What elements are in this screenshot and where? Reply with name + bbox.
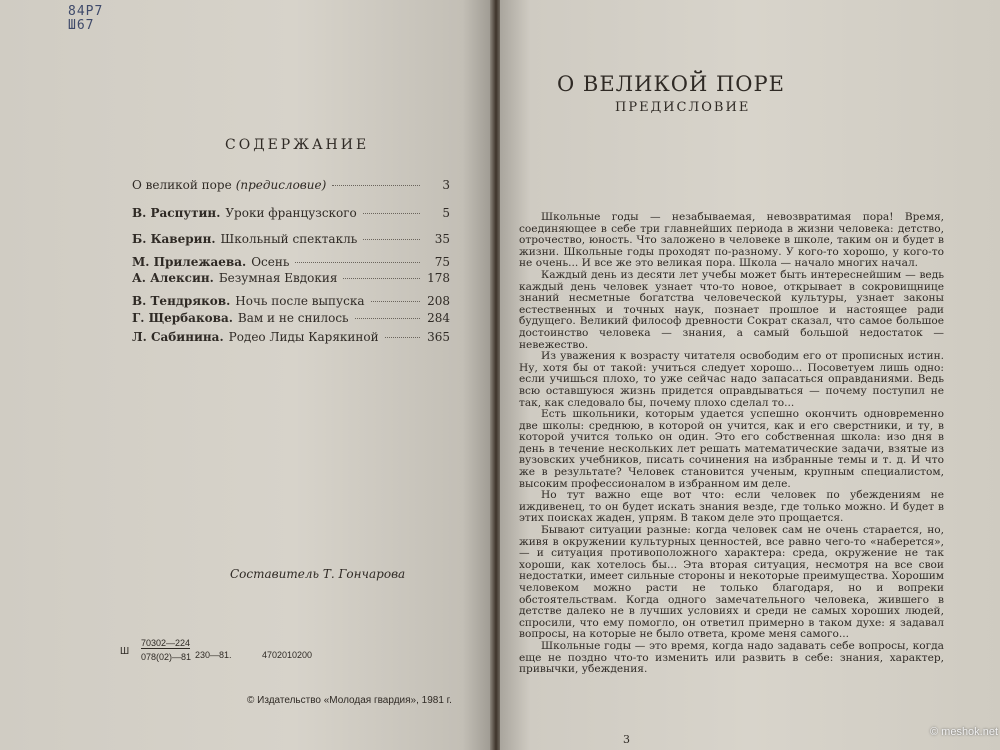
preface-paragraph: Школьные годы — незабываемая, невозвратимая пора! Время, соединяющее в себе три главнейших периода в жизни человека: детство, отрочество, юность. Что заложено в человеке в школе, таким он и будет в жизни. Школьные годы проходят по-разному. У кого-то хорошо, у кого-то не очень... И все же это великая пора. Школа — начало многих начал. (519, 211, 944, 270)
watermark: © meshok.net (930, 726, 999, 738)
toc-entry (132, 232, 450, 252)
toc-title: Школьный спектакль (220, 232, 358, 246)
right-page (500, 0, 1000, 750)
toc-leader-dots (363, 213, 420, 214)
toc-page-number: 208 (427, 294, 450, 308)
toc-leader-dots (332, 185, 420, 186)
imprint-isbn: 4702010200 (262, 650, 313, 660)
toc-leader-dots (355, 318, 420, 319)
preface-paragraph: Есть школьники, которым удается успешно окончить одновременно две школы: среднюю, в которой он учится, как и его сверстники, и ту, в которой учится только он один. Это его собственная школа: изо дня в день в течение нескольких лет решать математические задачи, взятые из вузовских учебников, писать сочинения на избранные темы и т. д. И что же в результате? Человек становится ученым, крупным специалистом, высоким профессионалом в избранном им деле. (519, 408, 944, 490)
toc-title: О великой поре (132, 178, 232, 192)
compiler-credit: Составитель Т. Гончарова (230, 567, 406, 581)
toc-page-number: 365 (427, 330, 450, 344)
toc-page-number: 5 (442, 206, 450, 220)
toc-entry (132, 206, 450, 226)
left-page (0, 0, 492, 750)
toc-entry (132, 178, 450, 198)
toc-leader-dots (363, 239, 420, 240)
imprint-fraction-tail: 230—81. (195, 650, 232, 660)
toc-page-number: 75 (434, 255, 450, 269)
preface-paragraph: Из уважения к возрасту читателя освободим его от прописных истин. Ну, хотя бы от такой: учиться следует хорошо... Посоветуем лишь одно: если учишься плохо, то уже сейчас надо запасаться оправданиями. Ведь всю оставшуюся жизнь придется оправдываться — почему поступил не так, как следовало бы, почему плохо сделал то... (519, 350, 944, 409)
preface-paragraph: Каждый день из десяти лет учебы может быть интереснейшим — ведь каждый день человек узнает что-то новое, открывает в сокровищнице знаний несметные богатства человеческой культуры, узнает законы естественных и точных наук, познает прошлое и настоящее ради будущего. Великий философ древности Сократ сказал, что самое большое достоинство человека — знания, а самый большой недостаток — невежество. (519, 268, 944, 351)
toc-entry (132, 271, 450, 291)
imprint-code-label: Ш (120, 646, 130, 657)
library-stamp-line: 84Р7 (68, 4, 104, 19)
toc-leader-dots (343, 278, 420, 279)
chapter-title: О ВЕЛИКОЙ ПОРЕ (557, 72, 785, 96)
toc-leader-dots (295, 262, 420, 263)
toc-title: Ночь после выпуска (235, 294, 365, 308)
toc-author: Л. Сабинина. (132, 330, 224, 344)
toc-title: Родео Лиды Карякиной (228, 330, 379, 344)
toc-entry (132, 330, 450, 350)
toc-entry (132, 311, 450, 331)
chapter-subtitle: ПРЕДИСЛОВИЕ (615, 100, 751, 115)
toc-author: В. Распутин. (132, 206, 221, 220)
toc-author: М. Прилежаева. (132, 255, 247, 269)
library-stamp-line: Ш67 (68, 18, 95, 33)
toc-author: А. Алексин. (132, 271, 214, 285)
toc-page-number: 284 (427, 311, 450, 325)
toc-page-number: 178 (427, 271, 450, 285)
toc-subtitle: (предисловие) (235, 178, 327, 192)
publisher-line: © Издательство «Молодая гвардия», 1981 г. (247, 695, 452, 706)
toc-leader-dots (371, 301, 421, 302)
toc-title: Вам и не снилось (237, 311, 349, 325)
toc-leader-dots (385, 337, 420, 338)
imprint-fraction-bottom: 078(02)—81 (141, 652, 192, 662)
toc-title: Безумная Евдокия (218, 271, 338, 285)
preface-paragraph: Школьные годы — это время, когда надо задавать себе вопросы, когда еще не поздно что-то изменить или развить в себе: знания, характер, привычки, убеждения. (519, 639, 944, 676)
toc-page-number: 3 (442, 178, 450, 192)
toc-author: Г. Щербакова. (132, 311, 233, 325)
toc-author: Б. Каверин. (132, 232, 216, 246)
toc-heading: СОДЕРЖАНИЕ (225, 137, 370, 153)
toc-title: Осень (251, 255, 290, 269)
page-number: 3 (623, 733, 630, 746)
toc-title: Уроки французского (225, 206, 357, 220)
toc-author: В. Тендряков. (132, 294, 231, 308)
imprint-fraction-top: 70302—224 (141, 638, 191, 648)
preface-paragraph: Но тут важно еще вот что: если человек по убеждениям не иждивенец, то он будет искать знания везде, где только можно. И будет в этих поисках жаден, упрям. В таком деле это прощается. (519, 489, 944, 525)
toc-page-number: 35 (434, 232, 450, 246)
preface-text (519, 212, 944, 676)
preface-paragraph: Бывают ситуации разные: когда человек сам не очень старается, но, живя в окружении культурных ценностей, все равно чего-то «наберется», — и ситуация противоположного характера: среда, окружение не так хороши, как хотелось бы... Эта вторая ситуация, несмотря на все свои недостатки, имеет сильные стороны и некоторые преимущества. Хорошим человеком можно расти не только благодаря, но и вопреки обстоятельствам. Когда одного замечательного человека, жившего в детстве далеко не в лучших условиях и среди не самых хороших людей, спросили, что ему помогло, он ответил примерно в таком духе: я задавал вопросы, на которые не было ответа, кроме меня самого... (519, 524, 944, 641)
